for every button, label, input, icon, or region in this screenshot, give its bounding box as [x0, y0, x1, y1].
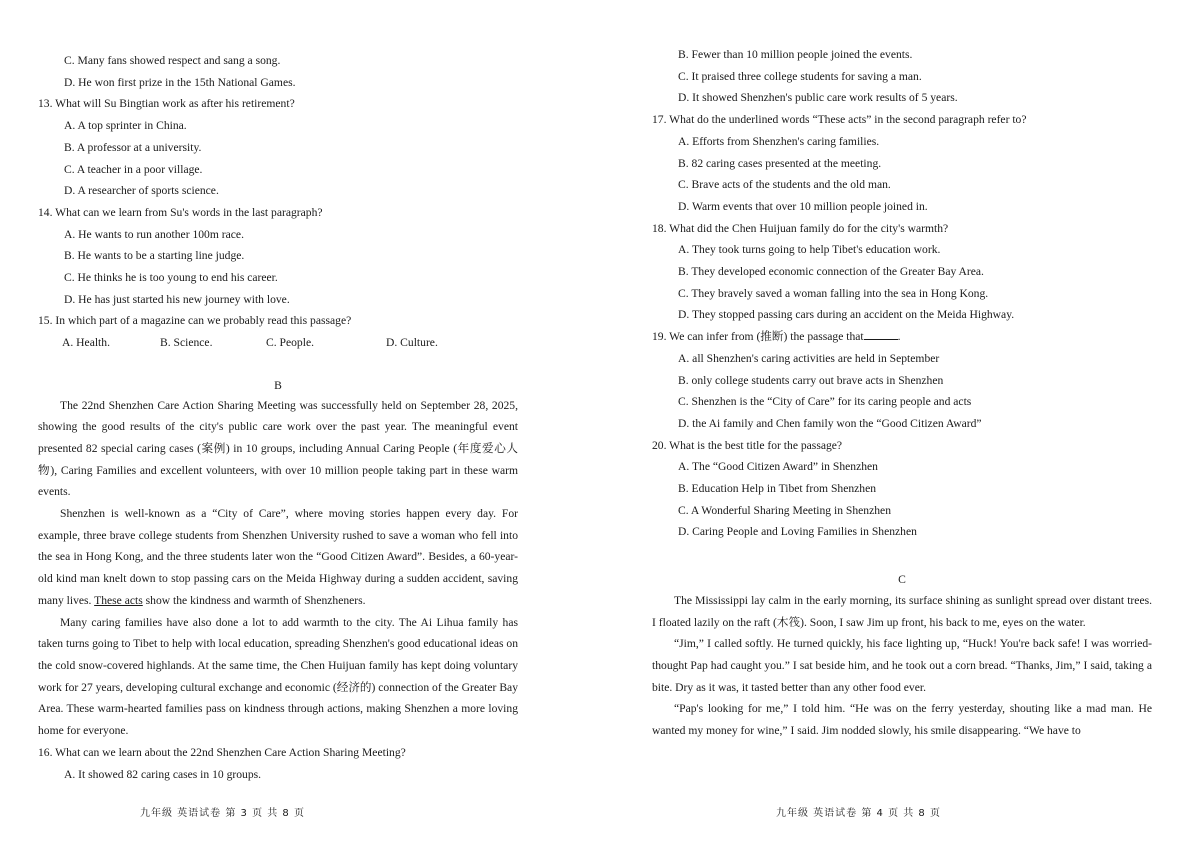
passage-b-paragraph-2: [38, 503, 518, 612]
question-stem: 17. What do the underlined words “These acts” in the second paragraph refer to?: [652, 113, 1027, 127]
passage-b-paragraph-3: Many caring families have also done a lot to add warmth to the city. The Ai Lihua family has taken turns going to Tibet to help with local education, spreading Shenzhen's good educational ideas on the cold snow-covered highlands. At the same time, the Chen Huijuan family has kept doing voluntary work for 27 years, developing cultural exchange and economic (经济的) connection of the Greater Bay Area. These warm-hearted families pass on kindness through actions, making Shenzhen a more loving home for everyone.: [38, 615, 518, 738]
answer-option: D. He has just started his new journey with love.: [64, 292, 290, 306]
answer-option: D. the Ai family and Chen family won the “Good Citizen Award”: [678, 416, 982, 430]
passage-b-p2-text-a: Shenzhen is well-known as a “City of Care”, where moving stories happen every day. For example, three brave college students from Shenzhen University rushed to save a woman who fell into the sea in Hong Kong, and the three students later won the “Good Citizen Award”. Besides, a 60-year-old kind man knelt down to stop passing cars on the Meida Highway during a sudden accident, saving many lives.: [38, 507, 518, 607]
underlined-these-acts: These acts: [94, 593, 143, 607]
answer-option: B. only college students carry out brave acts in Shenzhen: [678, 373, 944, 387]
question-stem: 15. In which part of a magazine can we probably read this passage?: [38, 314, 352, 328]
question-19: [652, 326, 1152, 348]
q19-stem: 19. We can infer from (推断) the passage that: [652, 330, 864, 344]
question-stem: 14. What can we learn from Su's words in the last paragraph?: [38, 205, 323, 219]
q15-option-c: C. People.: [266, 336, 314, 350]
right-page-footer: 九年级 英语试卷 第 4 页 共 8 页: [776, 808, 941, 819]
passage-c-paragraph-1: The Mississippi lay calm in the early morning, its surface shining as sunlight spread over distant trees. I floated lazily on the raft (木筏). Soon, I saw Jim up front, his back to me, eyes on the water.: [652, 593, 1152, 629]
answer-option: A. Efforts from Shenzhen's caring families.: [678, 134, 880, 148]
answer-option: C. It praised three college students for saving a man.: [678, 69, 922, 83]
left-page-footer: 九年级 英语试卷 第 3 页 共 8 页: [140, 808, 305, 819]
answer-option: D. A researcher of sports science.: [64, 184, 219, 198]
question-stem: 18. What did the Chen Huijuan family do for the city's warmth?: [652, 221, 949, 235]
answer-option: D. It showed Shenzhen's public care work results of 5 years.: [678, 91, 958, 105]
left-question-block-top: [38, 50, 518, 332]
answer-option: A. It showed 82 caring cases in 10 groups.: [64, 767, 262, 781]
right-page: [652, 0, 1152, 847]
section-c-heading: C: [898, 573, 906, 587]
q15-option-b: B. Science.: [160, 336, 213, 350]
answer-option: D. Caring People and Loving Families in Shenzhen: [678, 525, 917, 539]
left-question-block-bottom: [38, 742, 518, 785]
answer-option: D. They stopped passing cars during an accident on the Meida Highway.: [678, 308, 1015, 322]
left-page: [38, 0, 518, 847]
answer-option: B. He wants to be a starting line judge.: [64, 249, 245, 263]
answer-option: C. A teacher in a poor village.: [64, 162, 203, 176]
answer-option: B. Fewer than 10 million people joined the events.: [678, 48, 913, 61]
q15-option-a: A. Health.: [62, 336, 110, 350]
question-stem: 20. What is the best title for the passage?: [652, 438, 843, 452]
q15-options: [38, 332, 518, 354]
answer-option: D. He won first prize in the 15th National Games.: [64, 75, 296, 89]
answer-option: C. Many fans showed respect and sang a song.: [64, 54, 281, 67]
passage-c-paragraph-2: “Jim,” I called softly. He turned quickly, his face lighting up, “Huck! You're back safe! I was worried- thought Pap had caught you.” I sat beside him, and he took out a corn bread. “Thanks, Jim,” I said, taking a bite. Dry as it was, it tasted better than any other food ever.: [652, 637, 1152, 694]
answer-option: A. all Shenzhen's caring activities are held in September: [678, 351, 940, 365]
question-stem: 16. What can we learn about the 22nd Shenzhen Care Action Sharing Meeting?: [38, 745, 406, 759]
right-question-block-top: [652, 44, 1152, 326]
answer-option: C. Shenzhen is the “City of Care” for its caring people and acts: [678, 395, 972, 409]
answer-option: A. He wants to run another 100m race.: [64, 227, 244, 241]
answer-option: C. A Wonderful Sharing Meeting in Shenzhen: [678, 503, 891, 517]
answer-option: B. They developed economic connection of the Greater Bay Area.: [678, 265, 984, 279]
answer-option: C. He thinks he is too young to end his career.: [64, 271, 278, 285]
answer-option: C. Brave acts of the students and the old man.: [678, 178, 891, 192]
passage-c-paragraph-3: “Pap's looking for me,” I told him. “He was on the ferry yesterday, shouting like a mad man. He wanted my money for wine,” I said. Jim nodded slowly, his smile disappearing. “We have to: [652, 702, 1152, 738]
question-stem: 13. What will Su Bingtian work as after his retirement?: [38, 97, 295, 111]
passage-b-p2-text-b: show the kindness and warmth of Shenzheners.: [142, 593, 366, 607]
answer-option: B. 82 caring cases presented at the meeting.: [678, 156, 882, 170]
answer-option: D. Warm events that over 10 million people joined in.: [678, 199, 928, 213]
q19-answer-blank: [864, 329, 898, 340]
q19-period: .: [897, 330, 901, 344]
section-b-heading: B: [274, 378, 282, 392]
q15-option-d: D. Culture.: [386, 336, 438, 350]
passage-b-paragraph-1: The 22nd Shenzhen Care Action Sharing Meeting was successfully held on September 28, 2025, showing the good results of the city's public care work over the past year. The meaningful event presented 82 special caring cases (案例) in 10 groups, including Annual Caring People (年度爱心人物), Caring Families and excellent volunteers, with over 10 million people taking part in these warm events.: [38, 398, 518, 499]
answer-option: A. A top sprinter in China.: [64, 119, 187, 133]
right-question-block-mid: [652, 348, 1152, 543]
answer-option: A. They took turns going to help Tibet's education work.: [678, 243, 941, 257]
answer-option: B. Education Help in Tibet from Shenzhen: [678, 482, 877, 496]
answer-option: A. The “Good Citizen Award” in Shenzhen: [678, 460, 878, 474]
answer-option: C. They bravely saved a woman falling into the sea in Hong Kong.: [678, 286, 989, 300]
answer-option: B. A professor at a university.: [64, 140, 202, 154]
